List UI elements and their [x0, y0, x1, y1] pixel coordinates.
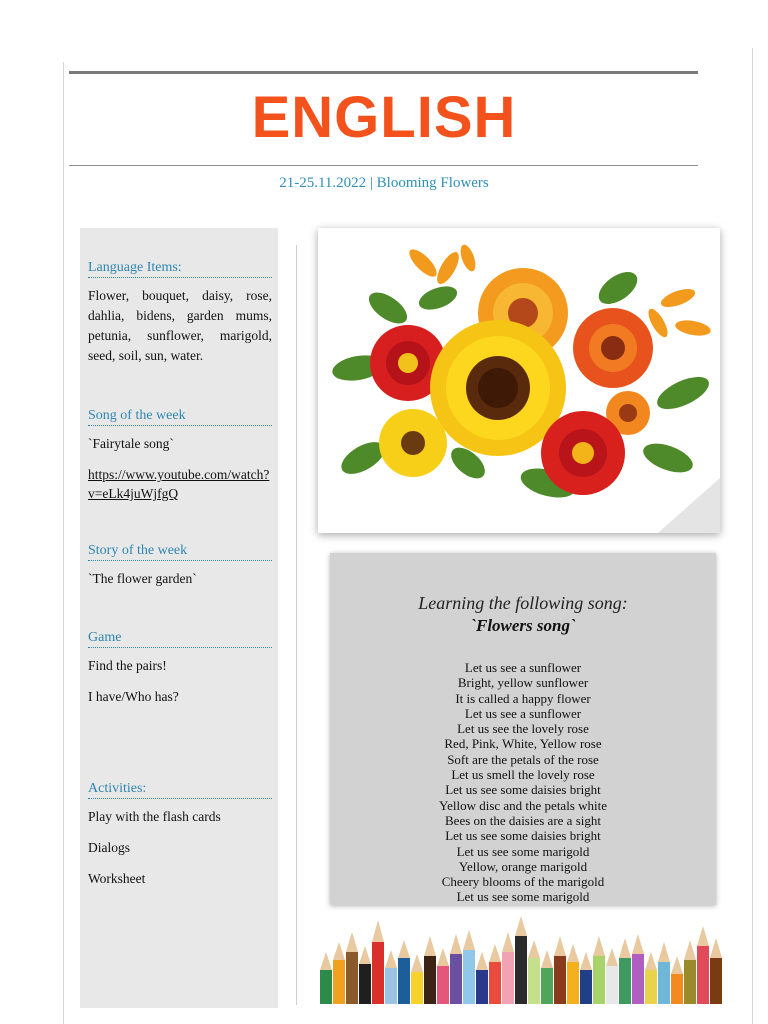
game-section — [88, 630, 272, 718]
lyric-line: Yellow disc and the petals white — [438, 797, 608, 813]
lyric-line: It is called a happy flower — [455, 690, 591, 706]
activity-item: Worksheet — [88, 871, 146, 886]
sidebar — [80, 228, 278, 1008]
page-edge-left — [63, 62, 64, 1024]
activities-heading: Activities: — [88, 781, 272, 799]
lyric-line: Let us see some marigold — [456, 889, 590, 905]
game-heading: Game — [88, 630, 272, 648]
lyric-line: Red, Pink, White, Yellow rose — [444, 736, 602, 752]
lyric-line: Yellow, orange marigold — [458, 858, 588, 874]
top-rule — [69, 71, 698, 74]
song-of-week-title: `Fairytale song` — [88, 436, 174, 451]
activity-item: Play with the flash cards — [88, 809, 221, 824]
lyric-line: Let us see a sunflower — [464, 705, 582, 721]
story-of-week-title: `The flower garden` — [88, 571, 197, 586]
song-intro: Learning the following song: — [418, 593, 628, 613]
language-items-text: Flower, bouquet, daisy, rose, dahlia, bidens, garden mums, petunia, sunflower, marigold, seed, soil, sun, water. — [88, 288, 272, 363]
lyric-line: Let us see some marigold — [456, 843, 590, 859]
flower-bouquet-image — [318, 228, 720, 533]
song-lyrics — [330, 660, 716, 905]
lyric-line: Bees on the daisies are a sight — [445, 812, 601, 828]
game-item: Find the pairs! — [88, 658, 167, 673]
lyric-line: Let us see some daisies bright — [445, 782, 601, 798]
title-rule — [69, 165, 698, 166]
language-items-heading: Language Items: — [88, 260, 272, 278]
lyric-line: Let us smell the lovely rose — [451, 767, 595, 783]
page-title: ENGLISH — [251, 85, 517, 150]
lyric-line: Soft are the petals of the rose — [447, 751, 599, 767]
page-edge-right — [752, 48, 753, 1024]
song-title: `Flowers song` — [470, 616, 576, 635]
page-subtitle: 21-25.11.2022 | Blooming Flowers — [279, 175, 489, 191]
song-box — [330, 553, 716, 905]
colored-pencils-decoration — [318, 912, 728, 1004]
activity-item: Dialogs — [88, 840, 130, 855]
game-item: I have/Who has? — [88, 689, 179, 704]
story-of-week-heading: Story of the week — [88, 543, 272, 561]
language-items-section — [88, 260, 272, 366]
song-of-week-heading: Song of the week — [88, 408, 272, 426]
lyric-line: Cheery blooms of the marigold — [441, 874, 605, 890]
column-divider — [296, 245, 297, 1005]
flower-bouquet-illustration — [318, 228, 720, 533]
song-of-week-section — [88, 408, 272, 503]
activities-section — [88, 781, 272, 900]
pencils-illustration — [318, 912, 728, 1004]
song-of-week-link[interactable]: https://www.youtube.com/watch?v=eLk4juWjfgQ — [88, 467, 270, 501]
lyric-line: Let us see a sunflower — [464, 660, 582, 675]
lyric-line: Let us see some daisies bright — [445, 828, 601, 844]
lyric-line: Let us see the lovely rose — [457, 721, 589, 737]
story-of-week-section — [88, 543, 272, 600]
lyric-line: Bright, yellow sunflower — [457, 675, 589, 691]
